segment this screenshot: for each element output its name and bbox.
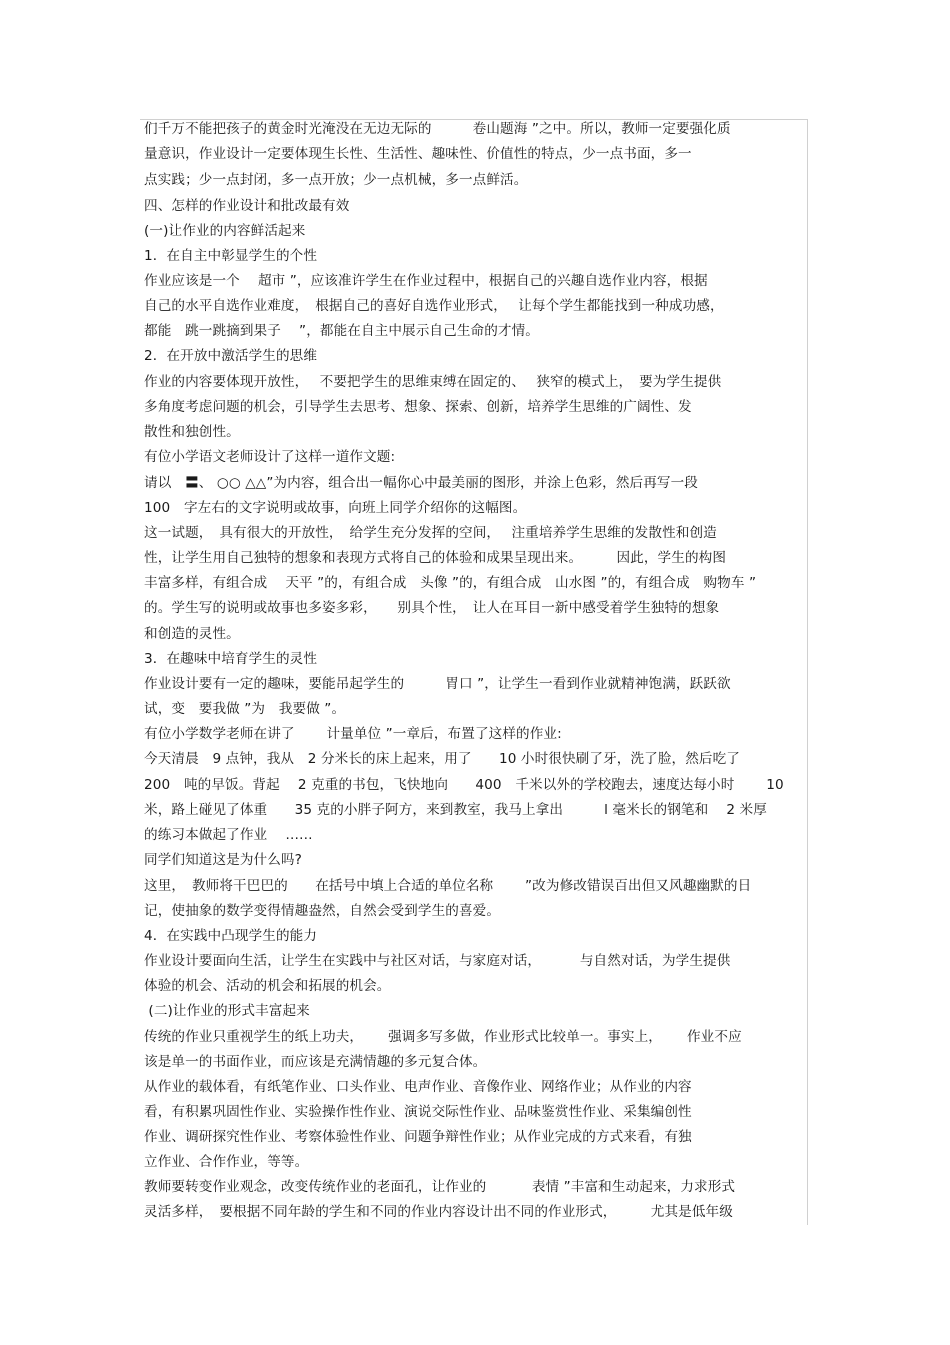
text-line: 该是单一的书面作业，而应该是充满情趣的多元复合体。: [144, 1054, 487, 1070]
subsection-heading: (一)让作业的内容鲜活起来: [144, 223, 306, 239]
text-line: 自己的水平自选作业难度， 根据自己的喜好自选作业形式， 让每个学生都能找到一种成功感，: [144, 298, 724, 314]
text-line: 作业的内容要体现开放性， 不要把学生的思维束缚在固定的、 狭窄的模式上， 要为学生提供: [144, 374, 722, 390]
text-line: 看，有积累巩固性作业、实验操作性作业、演说交际性作业、品味鉴赏性作业、采集编创性: [144, 1104, 692, 1120]
text-line: 有位小学语文老师设计了这样一道作文题:: [144, 449, 396, 465]
text-line: 丰富多样，有组合成 天平 ”的，有组合成 头像 ”的，有组合成 山水图 ”的，有组合成 购物车 ”: [144, 575, 757, 591]
text-line: 今天清晨 9 点钟，我从 2 分米长的床上起来，用了 10 小时很快刷了牙，洗了脸，然后吃了: [144, 751, 741, 767]
text-line: 100 字左右的文字说明或故事，向班上同学介绍你的这幅图。: [144, 500, 527, 516]
text-line: 有位小学数学老师在讲了 计量单位 ”一章后，布置了这样的作业:: [144, 726, 562, 742]
text-line: 散性和独创性。: [144, 424, 240, 440]
text-line: 和创造的灵性。: [144, 626, 240, 642]
text-line: 传统的作业只重视学生的纸上功夫， 强调多写多做，作业形式比较单一。事实上， 作业不应: [144, 1029, 742, 1045]
text-line: 同学们知道这是为什么吗?: [144, 852, 302, 868]
numbered-heading: 1．在自主中彰显学生的个性: [144, 248, 318, 264]
text-line: 量意识，作业设计一定要体现生长性、生活性、趣味性、价值性的特点，少一点书面，多一: [144, 146, 692, 162]
text-line: 性，让学生用自己独特的想象和表现方式将自己的体验和成果呈现出来。 因此，学生的构图: [144, 550, 727, 566]
text-line: 米，路上碰见了体重 35 克的小胖子阿方，来到教室，我马上拿出 l 毫米长的钢笔和 2 米厚: [144, 802, 767, 818]
text-line: 立作业、合作作业，等等。: [144, 1154, 309, 1170]
text-line: 作业、调研探究性作业、考察体验性作业、问题争辩性作业；从作业完成的方式来看，有独: [144, 1129, 692, 1145]
text-line: 们千万不能把孩子的黄金时光淹没在无边无际的 卷山题海 ”之中。所以，教师一定要强化质: [144, 121, 731, 137]
text-line: 这一试题， 具有很大的开放性， 给学生充分发挥的空间， 注重培养学生思维的发散性和创造: [144, 525, 717, 541]
text-line: 这里， 教师将干巴巴的 在括号中填上合适的单位名称 ”改为修改错误百出但又风趣幽默的日: [144, 878, 752, 894]
text-line: 的练习本做起了作业 ……: [144, 827, 313, 843]
text-line: 多角度考虑问题的机会，引导学生去思考、想象、探索、创新，培养学生思维的广阔性、发: [144, 399, 692, 415]
text-line: 作业设计要有一定的趣味，要能吊起学生的 胃口 ”，让学生一看到作业就精神饱满，跃跃欲: [144, 676, 731, 692]
text-line: 200 吨的早饭。背起 2 克重的书包，飞快地向 400 千米以外的学校跑去，速度达每小时 10: [144, 777, 784, 793]
text-line: 都能 跳一跳摘到果子 ”，都能在自主中展示自己生命的才情。: [144, 323, 539, 339]
text-line: 体验的机会、活动的机会和拓展的机会。: [144, 978, 391, 994]
page-border-right: [807, 119, 808, 1225]
section-heading: 四、怎样的作业设计和批改最有效: [144, 198, 350, 214]
numbered-heading: 3．在趣味中培育学生的灵性: [144, 651, 318, 667]
text-line: 作业设计要面向生活，让学生在实践中与社区对话，与家庭对话， 与自然对话，为学生提供: [144, 953, 731, 969]
text-line: 点实践；少一点封闭，多一点开放；少一点机械，多一点鲜活。: [144, 172, 528, 188]
text-line: 从作业的载体看，有纸笔作业、口头作业、电声作业、音像作业、网络作业；从作业的内容: [144, 1079, 692, 1095]
text-line: 教师要转变作业观念，改变传统作业的老面孔，让作业的 表情 ”丰富和生动起来，力求形式: [144, 1179, 736, 1195]
numbered-heading: 4．在实践中凸现学生的能力: [144, 928, 318, 944]
text-line: 请以 〓、 ○○ △△”为内容，组合出一幅你心中最美丽的图形，并涂上色彩，然后再写一段: [144, 475, 698, 491]
numbered-heading: 2．在开放中激活学生的思维: [144, 348, 318, 364]
text-line: 的。学生写的说明或故事也多姿多彩， 别具个性， 让人在耳目一新中感受着学生独特的想象: [144, 600, 720, 616]
subsection-heading: (二)让作业的形式丰富起来: [144, 1003, 310, 1019]
text-line: 灵活多样， 要根据不同年龄的学生和不同的作业内容设计出不同的作业形式， 尤其是低年级: [144, 1204, 733, 1220]
text-line: 试，变 要我做 ”为 我要做 ”。: [144, 701, 346, 717]
text-line: 作业应该是一个 超市 ”，应该准许学生在作业过程中，根据自己的兴趣自选作业内容，根据: [144, 273, 708, 289]
text-line: 记，使抽象的数学变得情趣盎然，自然会受到学生的喜爱。: [144, 903, 501, 919]
